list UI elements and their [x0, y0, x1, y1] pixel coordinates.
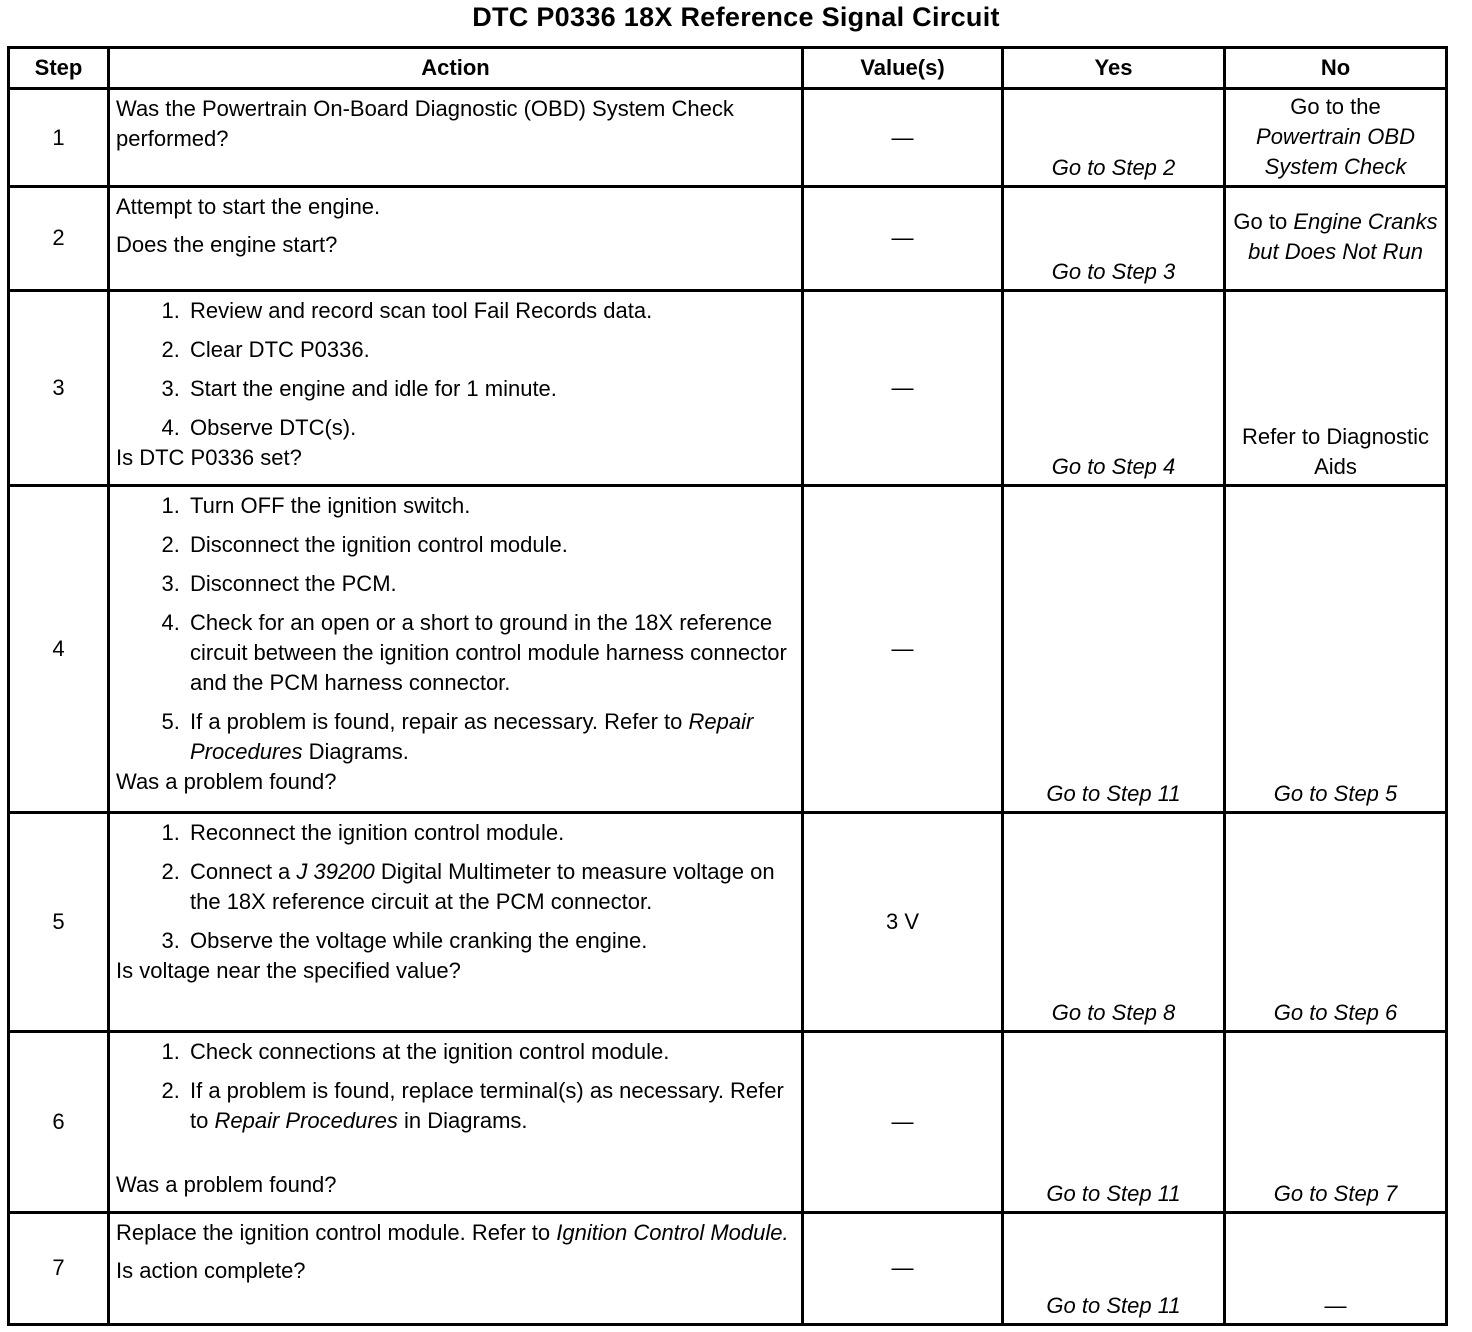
- action-steps: [116, 491, 795, 767]
- column-header-no: No: [1225, 48, 1447, 89]
- no-reference: Engine Cranks but Does Not Run: [1248, 209, 1438, 265]
- action-cell: [109, 813, 803, 1032]
- action-cell: [109, 89, 803, 187]
- action-instruction: Attempt to start the engine.: [116, 194, 381, 220]
- action-steps: [116, 296, 795, 443]
- yes-cell: Go to Step 11: [1003, 1032, 1225, 1213]
- action-step: 1. Reconnect the ignition control module.: [186, 818, 795, 848]
- table-row: [9, 89, 1447, 187]
- table-row: [9, 187, 1447, 290]
- action-question: Was a problem found?: [116, 769, 337, 795]
- no-cell: [1225, 89, 1447, 187]
- step-number: 1: [9, 89, 109, 187]
- step-number: 4: [9, 486, 109, 813]
- column-header-values: Value(s): [803, 48, 1003, 89]
- table-row: [9, 290, 1447, 486]
- column-header-action: Action: [109, 48, 803, 89]
- action-question: Does the engine start?: [116, 232, 338, 258]
- action-step: 1. Turn OFF the ignition switch.: [186, 491, 795, 521]
- diagnostic-table: [7, 46, 1448, 1326]
- action-step: 2. Clear DTC P0336.: [186, 335, 795, 365]
- no-cell: Go to Step 7: [1225, 1032, 1447, 1213]
- value-cell: —: [803, 187, 1003, 290]
- value-cell: —: [803, 1032, 1003, 1213]
- action-question: Was the Powertrain On-Board Diagnostic (OBD) System Check performed?: [116, 96, 734, 151]
- action-step-text: Digital Multimeter to measure voltage on the 18X reference circuit at the PCM connector.: [190, 859, 775, 915]
- action-step-text: If a problem is found, repair as necessary. Refer to: [190, 709, 683, 735]
- column-header-yes: Yes: [1003, 48, 1225, 89]
- header-row: [9, 48, 1447, 89]
- action-step-text: Diagrams.: [308, 739, 409, 765]
- action-text: Replace the ignition control module. Refer to: [116, 1219, 551, 1245]
- action-steps: [116, 1037, 795, 1136]
- action-step: [186, 1076, 795, 1136]
- action-question: Is voltage near the specified value?: [116, 958, 461, 984]
- column-header-step: Step: [9, 48, 109, 89]
- no-cell: [1225, 187, 1447, 290]
- action-cell: [109, 187, 803, 290]
- no-cell: Go to Step 6: [1225, 813, 1447, 1032]
- action-question: Is action complete?: [116, 1257, 306, 1283]
- action-step: 4. Check for an open or a short to ground in the 18X reference circuit between the ignition control module harness connector and the PCM harness connector.: [186, 608, 795, 698]
- action-cell: [109, 1212, 803, 1324]
- yes-cell: Go to Step 2: [1003, 89, 1225, 187]
- action-step: 3. Disconnect the PCM.: [186, 569, 795, 599]
- reference-link: Repair Procedures: [190, 709, 754, 765]
- step-number: 5: [9, 813, 109, 1032]
- action-step: 2. Disconnect the ignition control module.: [186, 530, 795, 560]
- action-question: Was a problem found?: [116, 1172, 337, 1198]
- table-row: [9, 813, 1447, 1032]
- yes-cell: Go to Step 11: [1003, 486, 1225, 813]
- action-step: [186, 857, 795, 917]
- action-cell: [109, 1032, 803, 1213]
- yes-cell: Go to Step 8: [1003, 813, 1225, 1032]
- reference-link: Ignition Control Module.: [556, 1219, 789, 1245]
- value-cell: —: [803, 89, 1003, 187]
- value-cell: —: [803, 1212, 1003, 1324]
- table-row: [9, 1032, 1447, 1213]
- step-number: 2: [9, 187, 109, 290]
- tool-reference: J 39200: [296, 859, 375, 885]
- no-prefix: Go to the: [1290, 93, 1381, 119]
- value-cell: —: [803, 290, 1003, 486]
- step-number: 7: [9, 1212, 109, 1324]
- action-steps: [116, 818, 795, 956]
- step-number: 6: [9, 1032, 109, 1213]
- value-cell: 3 V: [803, 813, 1003, 1032]
- table-row: [9, 486, 1447, 813]
- value-cell: —: [803, 486, 1003, 813]
- action-instruction: [116, 1218, 795, 1248]
- action-step: 4. Observe DTC(s).: [186, 413, 795, 443]
- action-step: 1. Check connections at the ignition control module.: [186, 1037, 795, 1067]
- action-step-text: in Diagrams.: [404, 1108, 528, 1134]
- yes-cell: Go to Step 4: [1003, 290, 1225, 486]
- no-reference: Powertrain OBD System Check: [1256, 123, 1415, 179]
- no-prefix: Go to: [1233, 209, 1288, 235]
- step-number: 3: [9, 290, 109, 486]
- action-step: [186, 707, 795, 767]
- action-question: Is DTC P0336 set?: [116, 444, 302, 470]
- no-cell: Go to Step 5: [1225, 486, 1447, 813]
- no-cell: —: [1225, 1212, 1447, 1324]
- yes-cell: Go to Step 3: [1003, 187, 1225, 290]
- reference-link: Repair Procedures: [214, 1108, 398, 1134]
- no-cell: Refer to Diagnostic Aids: [1225, 290, 1447, 486]
- action-cell: [109, 486, 803, 813]
- action-step: 3. Observe the voltage while cranking the engine.: [186, 926, 795, 956]
- action-step-text: If a problem is found, replace terminal(s) as necessary. Refer to: [190, 1078, 784, 1134]
- action-step: 3. Start the engine and idle for 1 minute.: [186, 374, 795, 404]
- table-row: [9, 1212, 1447, 1324]
- action-step: 1. Review and record scan tool Fail Records data.: [186, 296, 795, 326]
- yes-cell: Go to Step 11: [1003, 1212, 1225, 1324]
- page-title: DTC P0336 18X Reference Signal Circuit: [472, 2, 1000, 32]
- action-step-text: Connect a: [190, 859, 291, 885]
- action-cell: [109, 290, 803, 486]
